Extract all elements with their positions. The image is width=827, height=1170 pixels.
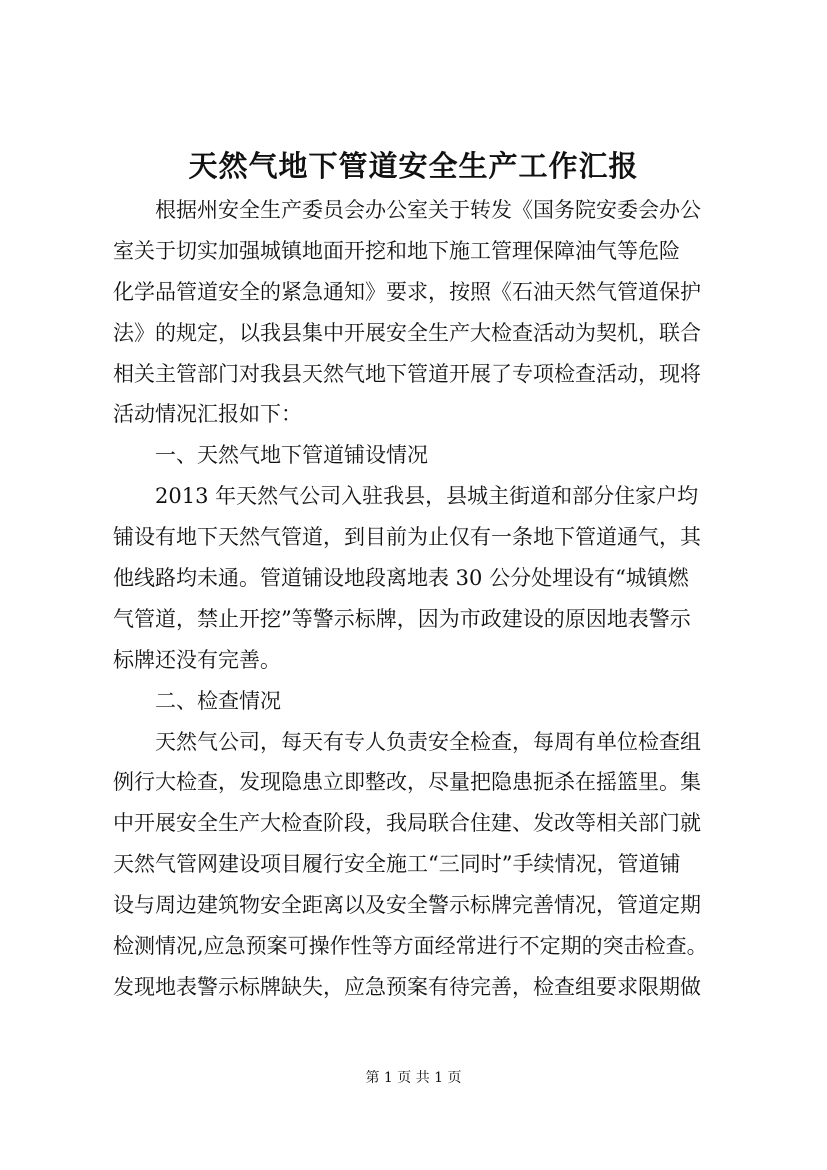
paragraph-line: 设与周边建筑物安全距离以及安全警示标牌完善情况，管道定期 [113,893,701,918]
paragraph-line: 标牌还没有完善。 [113,647,281,672]
paragraph-line: 中开展安全生产大检查阶段，我局联合住建、发改等相关部门就 [113,811,701,836]
paragraph-line: 2013 年天然气公司入驻我县，县城主街道和部分住家户均 [155,484,699,509]
document-title: 天然气地下管道安全生产工作汇报 [188,149,639,183]
paragraph-line: 法》的规定，以我县集中开展安全生产大检查活动为契机，联合 [113,320,701,345]
paragraph-line: 检测情况,应急预案可操作性等方面经常进行不定期的突击检查。 [113,934,708,959]
paragraph-line: 化学品管道安全的紧急通知》要求，按照《石油天然气管道保护 [113,279,701,304]
section-heading: 一、天然气地下管道铺设情况 [155,443,428,468]
page-footer: 第 1 页 共 1 页 [365,1070,462,1086]
paragraph-line: 根据州安全生产委员会办公室关于转发《国务院安委会办公 [155,198,701,222]
section-heading: 二、检查情况 [155,688,281,713]
document-body [113,190,719,1008]
paragraph-line: 铺设有地下天然气管道，到目前为止仅有一条地下管道通气，其 [113,525,701,550]
paragraph-line: 室关于切实加强城镇地面开挖和地下施工管理保障油气等危险 [113,238,680,263]
paragraph-line: 天然气管网建设项目履行安全施工“三同时”手续情况，管道铺 [113,852,681,877]
paragraph-line: 例行大检查，发现隐患立即整改，尽量把隐患扼杀在摇篮里。集 [113,770,701,795]
paragraph-line: 气管道，禁止开挖”等警示标牌，因为市政建设的原因地表警示 [113,606,691,631]
paragraph-line: 天然气公司，每天有专人负责安全检查，每周有单位检查组 [155,729,701,754]
paragraph-line: 发现地表警示标牌缺失，应急预案有待完善，检查组要求限期做 [113,974,701,999]
paragraph-line: 相关主管部门对我县天然气地下管道开展了专项检查活动，现将 [113,361,701,386]
paragraph-line: 他线路均未通。管道铺设地段离地表 30 公分处埋设有“城镇燃 [113,566,689,591]
paragraph-line: 活动情况汇报如下： [113,402,302,427]
